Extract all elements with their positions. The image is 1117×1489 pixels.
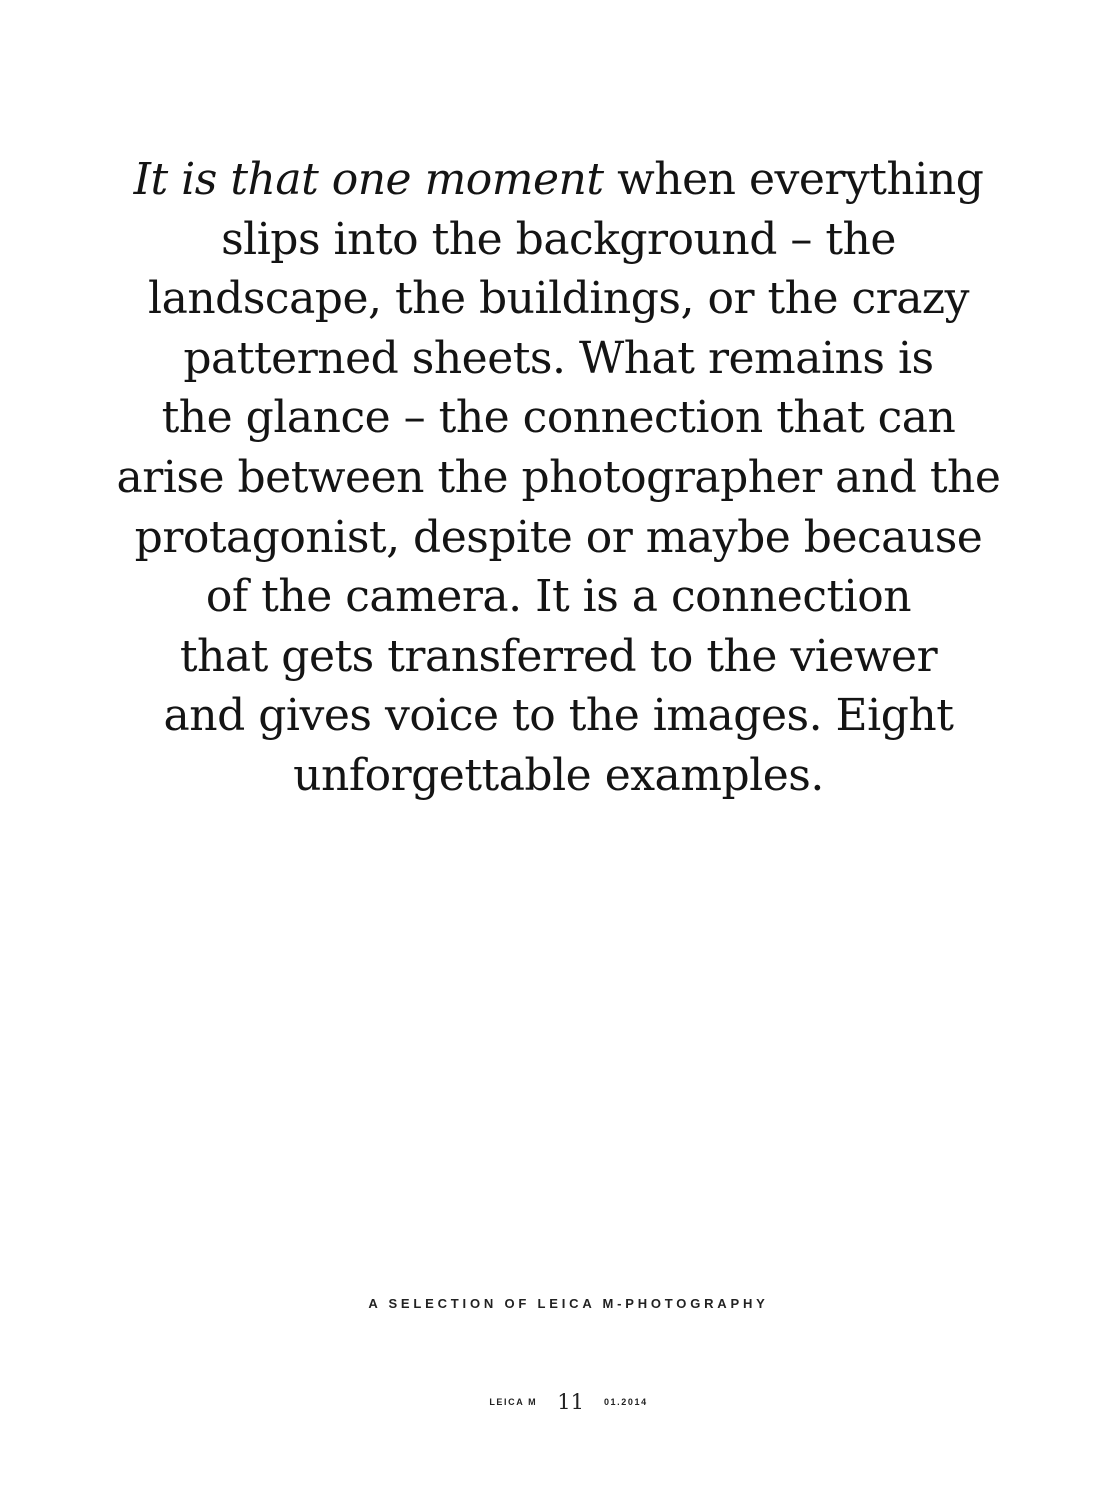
intro-line-5: the glance – the connection that can: [161, 392, 956, 444]
page-footer: [0, 1388, 1117, 1416]
intro-line-11: unforgettable examples.: [293, 749, 824, 801]
intro-line-7: protagonist, despite or maybe because: [134, 511, 983, 563]
intro-italic-phrase: It is that one moment: [133, 154, 604, 205]
intro-line-4: patterned sheets. What remains is: [183, 332, 934, 384]
footer-page-number: 11: [557, 1390, 584, 1414]
intro-line-6: arise between the photographer and the: [116, 451, 1001, 503]
intro-line-8: of the camera. It is a connection: [205, 571, 912, 623]
intro-paragraph: [0, 150, 1117, 806]
intro-line-1: [0, 150, 1117, 210]
footer-magazine-name: LEICA M: [489, 1397, 538, 1407]
intro-line-1-text: when everything: [603, 154, 984, 205]
footer-issue-date: 01.2014: [603, 1397, 648, 1407]
section-label: A SELECTION OF LEICA M-PHOTOGRAPHY: [368, 1296, 769, 1311]
intro-line-3: landscape, the buildings, or the crazy: [148, 273, 969, 325]
intro-line-2: slips into the background – the: [221, 213, 896, 265]
intro-line-9: that gets transferred to the viewer: [179, 630, 938, 682]
intro-line-10: and gives voice to the images. Eight: [163, 690, 954, 742]
